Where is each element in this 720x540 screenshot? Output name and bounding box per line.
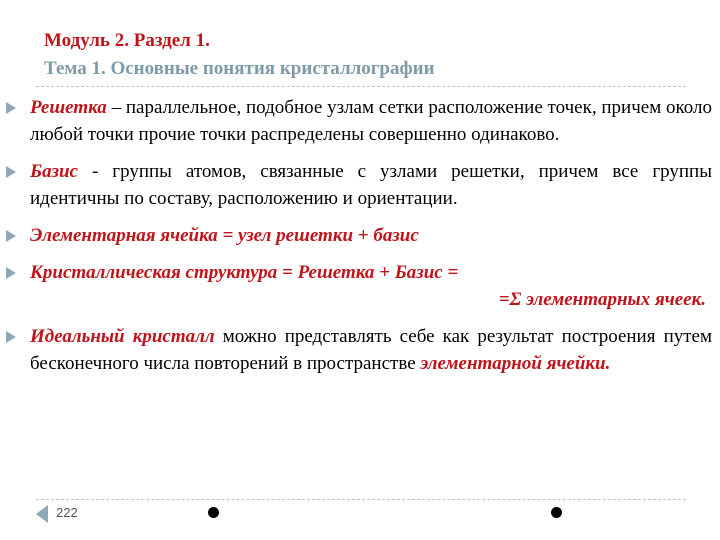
list-item-ideal-crystal bbox=[6, 323, 712, 377]
top-divider bbox=[36, 86, 686, 87]
term-basis: Базис bbox=[30, 161, 78, 182]
list-item-unit-cell bbox=[6, 222, 712, 249]
term-lattice: Решетка bbox=[30, 97, 107, 118]
bottom-divider bbox=[36, 499, 686, 500]
decorative-dot-left bbox=[208, 507, 219, 518]
decorative-dot-right bbox=[551, 507, 562, 518]
term-crystal-structure: Кристаллическая структура = Решетка + Базис = bbox=[30, 262, 459, 283]
term-ideal-crystal: Идеальный кристалл bbox=[30, 326, 215, 347]
list-item-crystal-structure bbox=[6, 259, 712, 313]
triangle-right-icon bbox=[6, 267, 16, 279]
triangle-right-icon bbox=[6, 102, 16, 114]
list-item-basis bbox=[6, 158, 712, 212]
term-unit-cell: Элементарная ячейка = узел решетки + базис bbox=[30, 225, 419, 246]
triangle-right-icon bbox=[6, 230, 16, 242]
module-title: Модуль 2. Раздел 1. bbox=[44, 30, 210, 51]
triangle-left-icon bbox=[36, 505, 48, 523]
content-list bbox=[6, 94, 712, 387]
crystal-structure-sum-line: =Σ элементарных ячеек. bbox=[498, 289, 706, 310]
topic-title: Тема 1. Основные понятия кристаллографии bbox=[44, 58, 435, 79]
triangle-right-icon bbox=[6, 331, 16, 343]
triangle-right-icon bbox=[6, 166, 16, 178]
list-item-lattice bbox=[6, 94, 712, 148]
definition-ideal-crystal: можно представлять себе как результат построения путем бесконечного числа повторений в пространстве bbox=[30, 326, 712, 374]
page-number: 222 bbox=[56, 505, 78, 520]
definition-basis: - группы атомов, связанные с узлами решетки, причем все группы идентичны по составу, расположению и ориентации. bbox=[30, 161, 712, 209]
definition-lattice: – параллельное, подобное узлам сетки расположение точек, причем около любой точки прочие точки распределены совершенно одинаково. bbox=[30, 97, 712, 145]
term-unit-cell-end: элементарной ячейки. bbox=[420, 353, 611, 374]
slide-title bbox=[44, 28, 435, 82]
